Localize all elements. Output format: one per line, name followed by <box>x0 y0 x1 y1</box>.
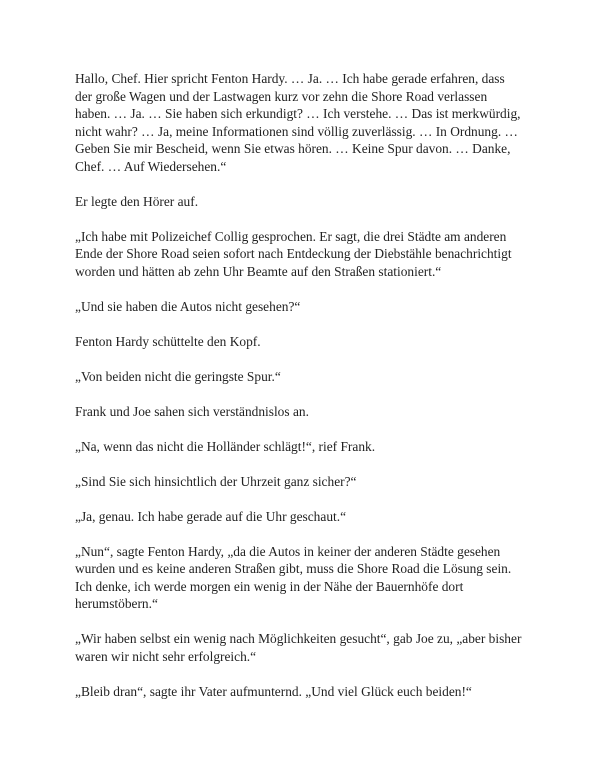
paragraph-joe-admits: „Wir haben selbst ein wenig nach Möglichkeiten gesucht“, gab Joe zu, „aber bisher waren wir nicht sehr erfolgreich.“ <box>75 631 522 664</box>
paragraph-phone-call: Hallo, Chef. Hier spricht Fenton Hardy. … Ja. … Ich habe gerade erfahren, dass der große Wagen und der Lastwagen kurz vor zehn die Shore Road verlassen haben. … Ja. … Sie haben sich erkundigt? … Ich verstehe. … Das ist merkwürdig, nicht wahr? … Ja, meine Informationen sind völlig zuverlässig. … In Ordnung. … Geben Sie mir Bescheid, wenn Sie etwas hören. … Keine Spur davon. … Danke, Chef. … Auf Wiedersehen.“ <box>75 71 521 174</box>
document-page <box>75 70 525 700</box>
paragraph-shakes-head: Fenton Hardy schüttelte den Kopf. <box>75 333 261 349</box>
paragraph-time-question: „Sind Sie sich hinsichtlich der Uhrzeit ganz sicher?“ <box>75 473 357 489</box>
paragraph-no-trace: „Von beiden nicht die geringste Spur.“ <box>75 368 281 384</box>
paragraph-question-cars: „Und sie haben die Autos nicht gesehen?“ <box>75 298 301 314</box>
paragraph-good-luck: „Bleib dran“, sagte ihr Vater aufmunternd. „Und viel Glück euch beiden!“ <box>75 683 472 699</box>
paragraph-puzzled-look: Frank und Joe sahen sich verständnislos an. <box>75 403 309 419</box>
paragraph-frank-exclaims: „Na, wenn das nicht die Holländer schlägt!“, rief Frank. <box>75 438 376 454</box>
paragraph-collig-report: „Ich habe mit Polizeichef Collig gesprochen. Er sagt, die drei Städte am anderen Ende der Shore Road seien sofort nach Entdeckung der Diebstähle benachrichtigt worden und hätten ab zehn Uhr Beamte auf den Straßen stationiert.“ <box>75 228 512 279</box>
paragraph-shore-road-plan: „Nun“, sagte Fenton Hardy, „da die Autos in keiner der anderen Städte gesehen wurden und es keine anderen Straßen gibt, muss die Shore Road die Lösung sein. Ich denke, ich werde morgen ein wenig in der Nähe der Bauernhöfe dort herumstöbern.“ <box>75 543 512 611</box>
paragraph-hangs-up: Er legte den Hörer auf. <box>75 193 199 209</box>
paragraph-time-answer: „Ja, genau. Ich habe gerade auf die Uhr geschaut.“ <box>75 508 347 524</box>
